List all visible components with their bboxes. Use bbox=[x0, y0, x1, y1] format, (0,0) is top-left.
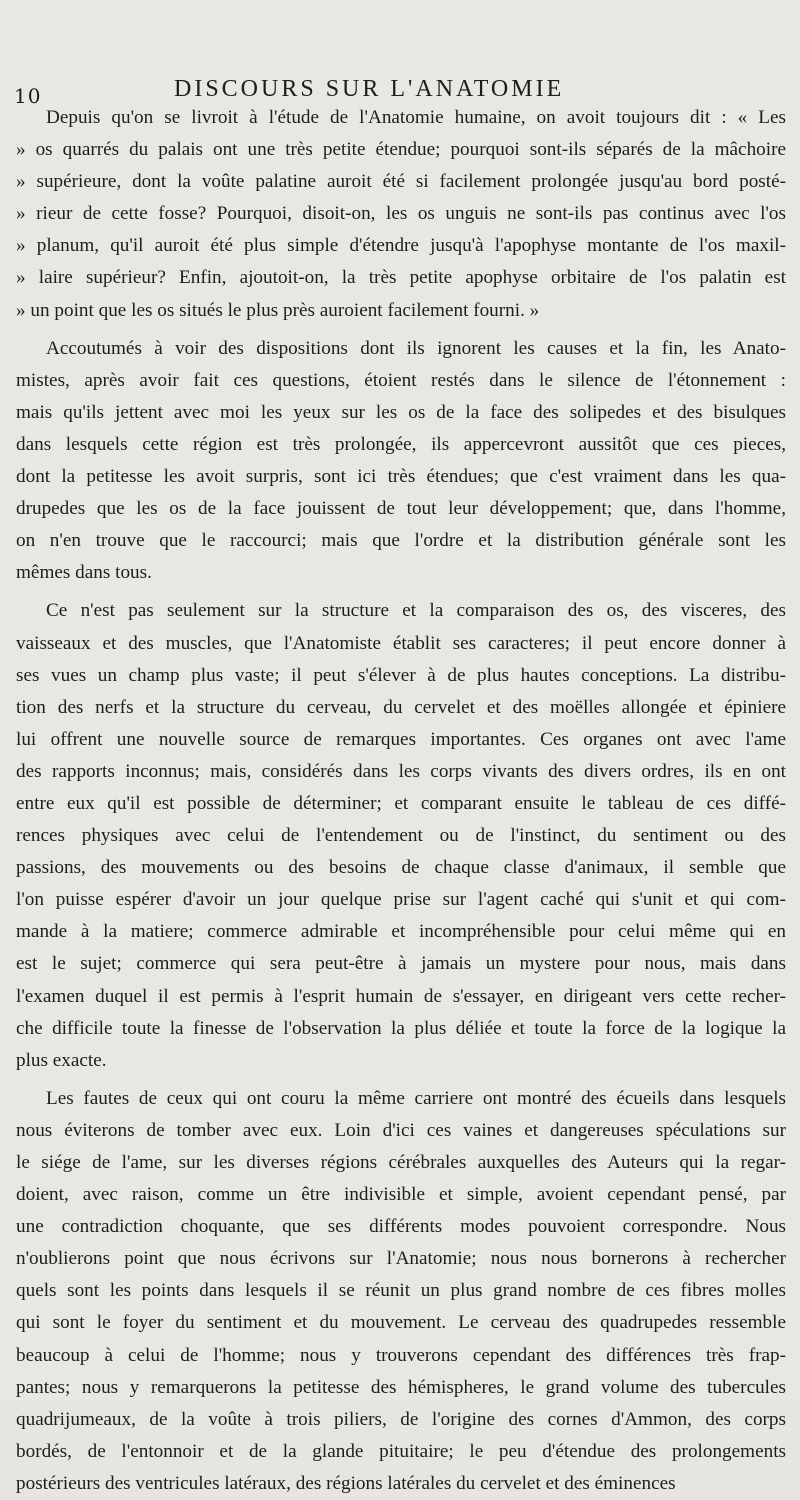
text-line: tion des nerfs et la structure du cerveau, du cervelet et des moëlles allongée et épiniere bbox=[16, 696, 786, 718]
text-line: » un point que les os situés le plus près auroient facilement fourni. » bbox=[16, 299, 540, 321]
text-line: pantes; nous y remarquerons la petitesse des hémispheres, le grand volume des tubercules bbox=[16, 1376, 786, 1398]
text-line: mais qu'ils jettent avec moi les yeux sur les os de la face des solipedes et des bisulques bbox=[16, 401, 786, 423]
text-line: Les fautes de ceux qui ont couru la même carriere ont montré des écueils dans lesquels bbox=[46, 1087, 786, 1109]
page-number: 10 bbox=[14, 84, 42, 108]
text-line: » os quarrés du palais ont une très petite étendue; pourquoi sont-ils séparés de la mâchoire bbox=[16, 139, 786, 161]
text-line: dont la petitesse les avoit surpris, sont ici très étendues; que c'est vraiment dans les qua- bbox=[16, 466, 786, 488]
text-line: quadrijumeaux, de la voûte à trois piliers, de l'origine des cornes d'Ammon, des corps bbox=[16, 1408, 786, 1430]
text-line: n'oublierons point que nous écrivons sur l'Anatomie; nous nous bornerons à rechercher bbox=[16, 1248, 786, 1270]
text-line: Depuis qu'on se livroit à l'étude de l'Anatomie humaine, on avoit toujours dit : « Les bbox=[46, 107, 786, 128]
paragraph bbox=[16, 1083, 786, 1500]
text-line: beaucoup à celui de l'homme; nous y trouverons cependant des différences très frap- bbox=[16, 1344, 786, 1366]
text-line: lui offrent une nouvelle source de remarques importantes. Ces organes ont avec l'ame bbox=[16, 728, 786, 750]
text-line: quels sont les points dans lesquels il se réunit un plus grand nombre de ces fibres molles bbox=[16, 1280, 786, 1302]
text-line: l'on puisse espérer d'avoir un jour quelque prise sur l'agent caché qui s'unit et qui com- bbox=[16, 889, 786, 911]
paragraph bbox=[16, 102, 786, 327]
text-line: » planum, qu'il auroit été plus simple d'étendre jusqu'à l'apophyse montante de l'os maxil- bbox=[16, 235, 786, 257]
text-line: bordés, de l'entonnoir et de la glande pituitaire; le peu d'étendue des prolongements bbox=[16, 1440, 786, 1462]
text-line: est le sujet; commerce qui sera peut-être à jamais un mystere pour nous, mais dans bbox=[16, 953, 786, 975]
text-line: une contradiction choquante, que ses différents modes pouvoient correspondre. Nous bbox=[16, 1216, 786, 1238]
text-line: l'examen duquel il est permis à l'esprit humain de s'essayer, en dirigeant vers cette recher- bbox=[16, 985, 786, 1007]
text-line: mêmes dans tous. bbox=[16, 562, 152, 584]
text-line: dans lesquels cette région est très prolongée, ils appercevront aussitôt que ces pieces, bbox=[16, 433, 786, 455]
text-line: passions, des mouvements ou des besoins de chaque classe d'animaux, il semble que bbox=[16, 857, 786, 879]
running-title: DISCOURS SUR L'ANATOMIE bbox=[174, 76, 565, 102]
text-line: » supérieure, dont la voûte palatine auroit été si facilement prolongée jusqu'au bord posté- bbox=[16, 171, 786, 193]
text-line: plus exacte. bbox=[16, 1049, 107, 1071]
text-line: vaisseaux et des muscles, que l'Anatomiste établit ses caracteres; il peut encore donner à bbox=[16, 632, 786, 654]
text-line: on n'en trouve que le raccourci; mais que l'ordre et la distribution générale sont les bbox=[16, 530, 786, 552]
text-line: le siége de l'ame, sur les diverses régions cérébrales auxquelles des Auteurs qui la regar- bbox=[16, 1152, 786, 1173]
text-line: rences physiques avec celui de l'entendement ou de l'instinct, du sentiment ou des bbox=[16, 825, 786, 847]
paragraph bbox=[16, 333, 786, 590]
text-line: » laire supérieur? Enfin, ajoutoit-on, la très petite apophyse orbitaire de l'os palatin est bbox=[16, 267, 786, 289]
text-line: drupedes que les os de la face jouissent de tout leur développement; que, dans l'homme, bbox=[16, 498, 786, 520]
text-line: doient, avec raison, comme un être indivisible et simple, avoient cependant pensé, par bbox=[16, 1184, 786, 1206]
body-text bbox=[16, 102, 786, 1500]
text-line: postérieurs des ventricules latéraux, des régions latérales du cervelet et des éminences bbox=[16, 1472, 676, 1494]
text-line: » rieur de cette fosse? Pourquoi, disoit-on, les os unguis ne sont-ils pas continus avec l'os bbox=[16, 203, 786, 225]
text-line: che difficile toute la finesse de l'observation la plus déliée et toute la force de la logique la bbox=[16, 1017, 786, 1039]
text-line: mistes, après avoir fait ces questions, étoient restés dans le silence de l'étonnement : bbox=[16, 369, 786, 391]
paragraph bbox=[16, 595, 786, 1076]
text-line: ses vues un champ plus vaste; il peut s'élever à de plus hautes conceptions. La distribu- bbox=[16, 664, 786, 686]
text-line: entre eux qu'il est possible de déterminer; et comparant ensuite le tableau de ces diffé- bbox=[16, 792, 786, 814]
text-line: nous éviterons de tomber avec eux. Loin d'ici ces vaines et dangereuses spéculations sur bbox=[16, 1119, 786, 1141]
text-line: Accoutumés à voir des dispositions dont ils ignorent les causes et la fin, les Anato- bbox=[46, 337, 786, 359]
text-line: Ce n'est pas seulement sur la structure et la comparaison des os, des visceres, des bbox=[46, 600, 786, 622]
text-line: des rapports inconnus; mais, considérés dans les corps vivants des divers ordres, ils en ont bbox=[16, 760, 786, 782]
text-line: mande à la matiere; commerce admirable et incompréhensible pour celui même qui en bbox=[16, 921, 786, 943]
text-line: qui sont le foyer du sentiment et du mouvement. Le cerveau des quadrupedes ressemble bbox=[16, 1312, 786, 1334]
